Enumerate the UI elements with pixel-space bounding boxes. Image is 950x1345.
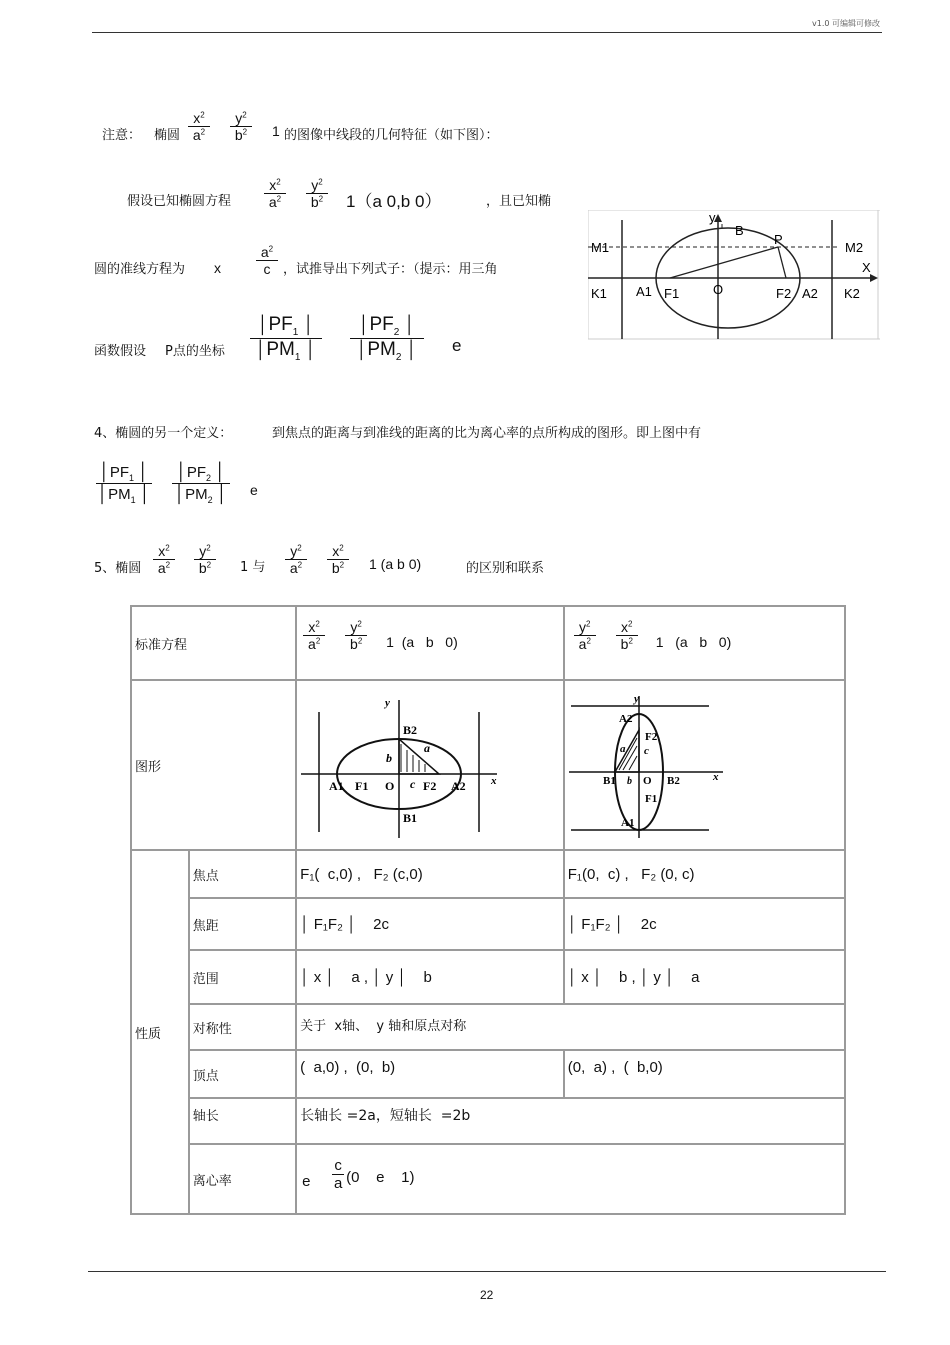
cell-axis-value: 长轴长 =2a，短轴长 =2b [296,1098,845,1144]
note-frac-x: $x^2$ $a^2$ [188,110,210,143]
item5-mid: 1 与 [240,560,266,575]
cell-range-right: │ x │ b , │ y │ a [564,950,845,1004]
fig1-label-a2: A2 [802,286,818,301]
item4-ratio-1: $│PF_1$ │ $│PM_1$ │ [97,462,151,505]
fig1-label-k1: K1 [591,286,607,301]
cell-group-label: 性质 [131,850,189,1214]
item5-frac-2: $y^2$ $b^2$ [194,543,216,576]
hypo-line3-prefix: 函数假设 [94,344,147,359]
hypo-frac-x: $x^2$ $a^2$ [264,177,286,210]
fig1-label-f1: F1 [664,286,680,301]
hypo-p-label: P点的坐标 [165,344,225,359]
horizontal-ellipse-figure [299,692,505,838]
cell-vertex-left: ( a,0) , (0, b) [296,1050,564,1098]
svg-text:A2: A2 [451,779,466,793]
item5-frac-1: $x^2$ $a^2$ [153,543,175,576]
fig1-label-y: y [709,210,716,225]
hypo-cond: 1（a 0,b 0） [346,192,442,211]
svg-text:B1: B1 [403,811,418,825]
svg-text:c: c [643,745,649,757]
svg-text:O: O [642,775,652,787]
header-version: v1.0 可编辑可修改 [812,19,880,28]
item4-prefix: 4、椭圆的另一个定义： [94,426,233,441]
svg-text:A1: A1 [329,779,344,793]
page-number: 22 [480,1288,494,1302]
cell-std-label: 标准方程 [131,606,296,680]
note-label: 注意： [102,128,142,143]
svg-text:B1: B1 [602,775,616,787]
table-row-symmetry [131,1004,845,1050]
svg-text:F1: F1 [355,779,369,793]
cell-ecc-value: e c a (0 e 1) [296,1144,845,1214]
item5-suffix: 的区别和联系 [466,561,545,576]
svg-text:O: O [385,779,395,793]
table-row-focal-distance [131,898,845,950]
table-row-focus [131,850,845,898]
note-frac-y: $y^2$ $b^2$ [230,110,252,143]
fig1-label-b: B [735,223,744,238]
note-suffix: 的图像中线段的几何特征（如下图）： [284,128,499,143]
table-row-axis [131,1098,845,1144]
svg-text:b: b [386,751,393,765]
cell-vertex-right: (0, a) , ( b,0) [564,1050,845,1098]
cell-fdist-left: │ F₁F₂ │ 2c [296,898,564,950]
cell-fig-label: 图形 [131,680,296,850]
item5-suffix-math: 1 (a b 0) [369,556,422,572]
table-row-standard [131,606,845,680]
fig1-label-a1: A1 [636,284,652,299]
hypo-line1-prefix: 假设已知椭圆方程 [127,194,232,209]
hypo-frac-y: $y^2$ $b^2$ [306,177,328,210]
item4-suffix: 到焦点的距离与到准线的距离的比为离心率的点所构成的图形。即上图中有 [272,426,702,441]
cell-fig-left [296,680,564,850]
ratio-pf2-pm2: $│PF_2$ │ $│PM_2$ │ [350,314,424,363]
fig1-label-o: O [713,282,724,297]
svg-text:x: x [491,775,497,787]
comparison-table [130,605,846,1215]
cell-ecc-label: 离心率 [189,1144,296,1214]
cell-fdist-right: │ F₁F₂ │ 2c [564,898,845,950]
cell-focus-right: F₁(0, c) , F₂ (0, c) [564,850,845,898]
cell-range-label: 范围 [189,950,296,1004]
cell-vertex-label: 顶点 [189,1050,296,1098]
cell-axis-label: 轴长 [189,1098,296,1144]
hypo-line1-suffix: ，且已知椭 [486,194,552,209]
ratio-pf1-pm1: $│PF_1$ │ $│PM_1$ │ [250,314,322,363]
svg-text:A2: A2 [618,713,633,725]
svg-text:y: y [633,693,639,705]
item4-e: e [250,482,258,498]
fig1-label-f2: F2 [776,286,792,301]
cell-std-left: $x^2$ $a^2$ $y^2$ $b^2$ 1 (a b 0) [296,606,564,680]
svg-text:F2: F2 [644,731,657,743]
cell-range-left: │ x │ a , │ y │ b [296,950,564,1004]
fig1-label-p: P [774,232,783,247]
ellipse-figure [588,210,880,340]
fig1-label-m2: M2 [845,240,864,255]
item5-frac-3: $y^2$ $a^2$ [285,543,307,576]
svg-text:c: c [410,777,416,791]
cell-sym-label: 对称性 [189,1004,296,1050]
hypo-x: x [214,260,221,276]
footer-rule [88,1271,886,1272]
item5-prefix: 5、椭圆 [94,561,142,576]
note-one: 1 [272,123,280,139]
svg-text:a: a [424,741,431,755]
svg-text:b: b [626,776,632,787]
cell-fdist-label: 焦距 [189,898,296,950]
vertical-ellipse-figure [567,692,727,838]
hypo-directrix-frac: $a^2$ c [256,244,278,277]
header-rule [92,32,882,33]
svg-text:y: y [385,697,391,709]
table-row-figure [131,680,845,850]
svg-text:F1: F1 [644,793,657,805]
fig1-label-x: X [862,260,871,275]
svg-text:F2: F2 [423,779,437,793]
svg-text:x: x [712,771,719,783]
svg-text:A1: A1 [620,817,635,829]
svg-text:B2: B2 [403,723,418,737]
cell-fig-right [564,680,845,850]
table-row-vertex [131,1050,845,1098]
svg-text:B2: B2 [666,775,680,787]
table-row-range [131,950,845,1004]
fig1-label-k2: K2 [844,286,860,301]
cell-sym-value: 关于 x轴、 y 轴和原点对称 [296,1004,845,1050]
hypo-line2-suffix: ，试推导出下列式子：（提示：用三角 [283,262,498,277]
fig1-label-m1: M1 [591,240,610,255]
note-prefix: 椭圆 [154,128,181,143]
hypo-line2-prefix: 圆的准线方程为 [94,262,186,277]
cell-focus-label: 焦点 [189,850,296,898]
hypo-e: e [452,336,462,355]
cell-focus-left: F₁( c,0) , F₂ (c,0) [296,850,564,898]
item5-frac-4: $x^2$ $b^2$ [327,543,349,576]
item4-ratio-2: $│PF_2$ │ $│PM_2$ │ [172,462,230,505]
table-row-eccentricity [131,1144,845,1214]
svg-text:a: a [619,743,626,755]
cell-std-right: $y^2$ $a^2$ $x^2$ $b^2$ 1 (a b 0) [564,606,845,680]
